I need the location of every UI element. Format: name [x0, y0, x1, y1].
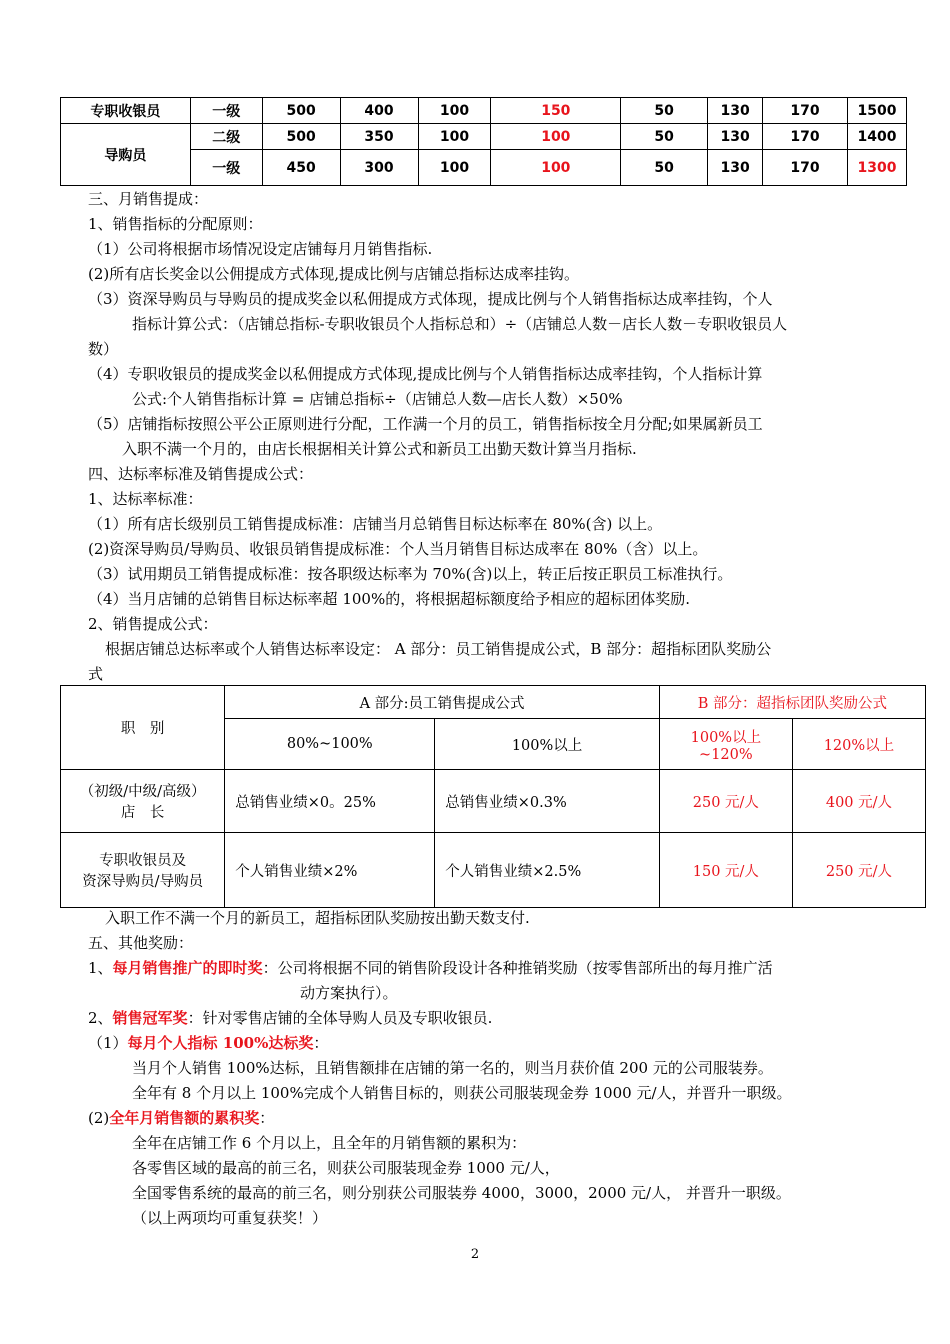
cell: 150 元/人 — [659, 833, 792, 908]
text-line: 动方案执行）。 — [300, 984, 398, 1002]
cell — [61, 833, 225, 908]
text-line: 1、销售指标的分配原则： — [88, 215, 263, 233]
cell: 80%~100% — [225, 719, 435, 770]
cell: 1500 — [847, 98, 906, 124]
cell-line: （初级/中级/高级） — [79, 784, 206, 800]
cell: 400 — [340, 98, 418, 124]
cell: 100 — [418, 150, 491, 186]
highlight-text: 销售冠军奖 — [112, 1009, 188, 1027]
cell: 1300 — [847, 150, 906, 186]
table-row — [61, 124, 907, 150]
text-line: 公式:个人销售指标计算 = 店铺总指标÷（店铺总人数—店长人数）×50% — [132, 390, 623, 408]
text-line: （以上两项均可重复获奖！） — [132, 1209, 328, 1227]
text-line — [88, 1107, 274, 1129]
text-line: （1）公司将根据市场情况设定店铺每月月销售指标. — [88, 240, 433, 258]
cell: 170 — [763, 124, 848, 150]
cell-line: ~120% — [699, 746, 753, 763]
cell: 300 — [340, 150, 418, 186]
cell: 500 — [262, 98, 340, 124]
cell: B 部分：超指标团队奖励公式 — [659, 686, 925, 719]
cell: 100 — [491, 124, 621, 150]
cell-line: 店 长 — [120, 805, 165, 821]
cell: 120%以上 — [792, 719, 925, 770]
text-line: 全国零售系统的最高的前三名，则分别获公司服装券 4000，3000，2000 元/人， 并晋升一职级。 — [132, 1184, 791, 1202]
text-line: 入职工作不满一个月的新员工，超指标团队奖励按出勤天数支付. — [105, 909, 530, 927]
cell: 50 — [621, 150, 708, 186]
text-span: ：公司将根据不同的销售阶段设计各种推销奖励（按零售部所出的每月推广活 — [262, 959, 773, 977]
cell: 150 — [491, 98, 621, 124]
text-line: 指标计算公式：（店铺总指标-专职收银员个人指标总和）÷（店铺总人数－店长人数－专职收银员人 — [132, 315, 788, 333]
cell: 50 — [621, 98, 708, 124]
cell: 400 元/人 — [792, 770, 925, 833]
text-line: （4）当月店铺的总销售目标达标率超 100%的，将根据超标额度给予相应的超标团体奖励. — [88, 590, 690, 608]
text-line: (2)资深导购员/导购员、收银员销售提成标准：个人当月销售目标达成率在 80%（含）以上。 — [88, 540, 708, 558]
page-number: 2 — [470, 1247, 480, 1262]
cell-line: 100%以上 — [690, 729, 762, 746]
text-line: 全年有 8 个月以上 100%完成个人销售目标的，则获公司服装现金券 1000 元/人，并晋升一职级。 — [132, 1084, 792, 1102]
text-span: ： — [259, 1109, 275, 1127]
cell: 100%以上 — [435, 719, 660, 770]
highlight-text: 每月销售推广的即时奖 — [112, 959, 263, 977]
section-heading: 三、月销售提成： — [88, 190, 209, 208]
highlight-text: 全年月销售额的累积奖 — [109, 1109, 260, 1127]
cell: 450 — [262, 150, 340, 186]
table-row — [61, 98, 907, 124]
cell-line: 专职收银员及 — [99, 853, 187, 869]
highlight-text: 每月个人指标 100%达标奖 — [127, 1034, 314, 1052]
text-line: 全年在店铺工作 6 个月以上，且全年的月销售额的累积为： — [132, 1134, 527, 1152]
text-span: ： — [313, 1034, 329, 1052]
cell — [61, 770, 225, 833]
section-heading: 四、达标率标准及销售提成公式： — [88, 465, 314, 483]
text-span: （1） — [88, 1034, 128, 1052]
cell: 350 — [340, 124, 418, 150]
commission-table — [60, 685, 926, 908]
text-span: (2) — [88, 1109, 110, 1127]
cell: 1400 — [847, 124, 906, 150]
text-line: （4）专职收银员的提成奖金以私佣提成方式体现,提成比例与个人销售指标达成率挂钩，个人指标计算 — [88, 365, 763, 383]
text-line: 1、达标率标准： — [88, 490, 203, 508]
text-span: 1、 — [88, 959, 113, 977]
cell: 一级 — [190, 98, 262, 124]
salary-table — [60, 97, 907, 186]
text-span: ：针对零售店铺的全体导购人员及专职收银员. — [187, 1009, 493, 1027]
cell: 总销售业绩×0。25% — [225, 770, 435, 833]
cell: 130 — [708, 124, 763, 150]
cell: 100 — [491, 150, 621, 186]
cell: 职 别 — [61, 686, 225, 770]
text-line: （5）店铺指标按照公平公正原则进行分配，工作满一个月的员工，销售指标按全月分配;如果属新员工 — [88, 415, 763, 433]
cell: 130 — [708, 150, 763, 186]
cell — [659, 719, 792, 770]
section-heading: 五、其他奖励： — [88, 934, 194, 952]
text-line: 根据店铺总达标率或个人销售达标率设定： A 部分：员工销售提成公式，B 部分：超指标团队奖励公 — [105, 640, 772, 658]
cell: 个人销售业绩×2% — [225, 833, 435, 908]
cell: 100 — [418, 124, 491, 150]
cell: 170 — [763, 150, 848, 186]
cell: A 部分:员工销售提成公式 — [225, 686, 660, 719]
text-line: （1）所有店长级别员工销售提成标准：店铺当月总销售目标达标率在 80%(含) 以上。 — [88, 515, 663, 533]
cell: 50 — [621, 124, 708, 150]
text-line — [88, 1032, 328, 1054]
cell: 个人销售业绩×2.5% — [435, 833, 660, 908]
text-line: （3）试用期员工销售提成标准：按各职级达标率为 70%(含)以上，转正后按正职员工标准执行。 — [88, 565, 733, 583]
cell: 250 元/人 — [792, 833, 925, 908]
text-line: 入职不满一个月的，由店长根据相关计算公式和新员工出勤天数计算当月指标. — [122, 440, 637, 458]
cell: 100 — [418, 98, 491, 124]
text-line: 当月个人销售 100%达标，且销售额排在店铺的第一名的，则当月获价值 200 元的公司服装券。 — [132, 1059, 773, 1077]
cell: 专职收银员 — [61, 98, 191, 124]
cell: 总销售业绩×0.3% — [435, 770, 660, 833]
cell: 导购员 — [61, 124, 191, 186]
table-row — [61, 686, 926, 719]
text-line — [88, 957, 773, 979]
cell-line: 资深导购员/导购员 — [82, 874, 204, 890]
cell: 500 — [262, 124, 340, 150]
text-line: (2)所有店长奖金以公佣提成方式体现,提成比例与店铺总指标达成率挂钩。 — [88, 265, 580, 283]
text-line: 式 — [88, 665, 104, 683]
cell: 250 元/人 — [659, 770, 792, 833]
cell: 一级 — [190, 150, 262, 186]
cell: 130 — [708, 98, 763, 124]
text-line: （3）资深导购员与导购员的提成奖金以私佣提成方式体现，提成比例与个人销售指标达成率挂钩，个人 — [88, 290, 773, 308]
cell: 二级 — [190, 124, 262, 150]
table-row — [61, 833, 926, 908]
text-line: 各零售区域的最高的前三名，则获公司服装现金券 1000 元/人， — [132, 1159, 560, 1177]
cell: 170 — [763, 98, 848, 124]
text-line: 2、销售提成公式： — [88, 615, 218, 633]
table-row — [61, 770, 926, 833]
text-line: 数） — [88, 340, 119, 358]
text-line — [88, 1007, 492, 1029]
text-span: 2、 — [88, 1009, 113, 1027]
